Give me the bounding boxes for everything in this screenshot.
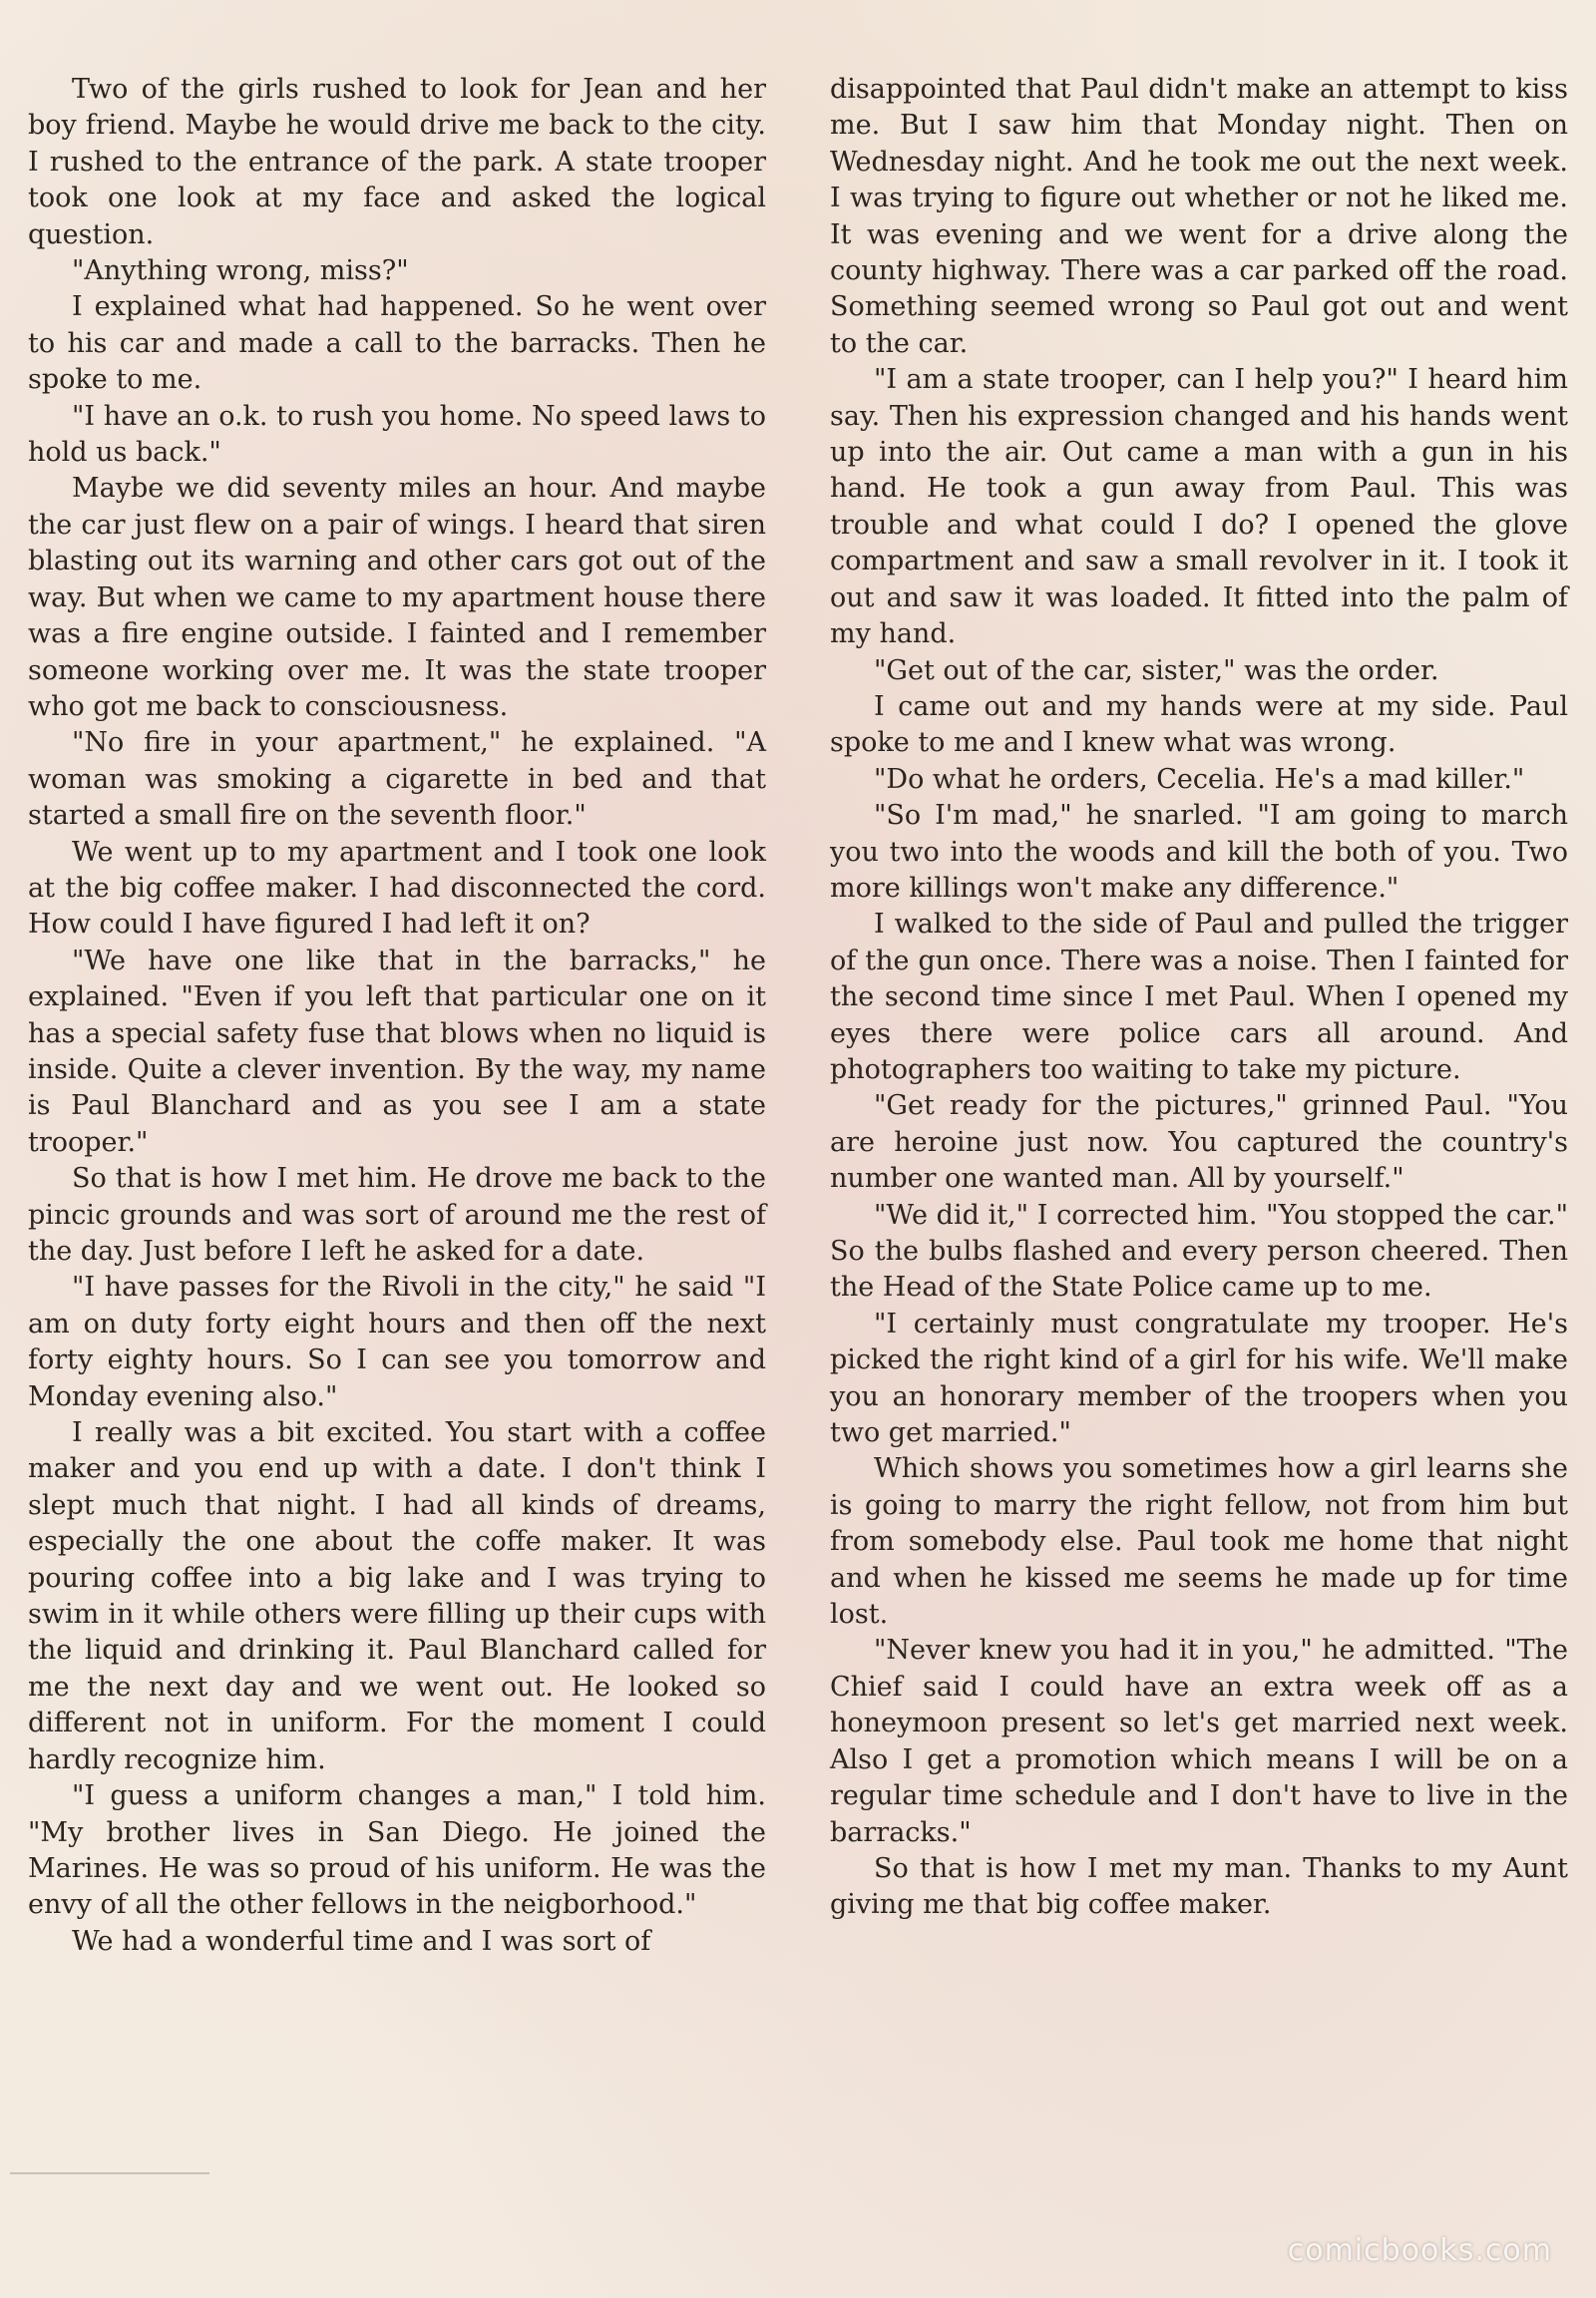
paragraph: "We did it," I corrected him. "You stopped the car." So the bulbs flashed and every person cheered. Then the Head of the State Police came up to me.	[830, 1199, 1568, 1304]
paragraph: "I am a state trooper, can I help you?" I heard him say. Then his expression changed and his hands went up into the air. Out came a man with a gun in his hand. He took a gun away from Paul. This was trouble and what could I do? I opened the glove compartment and saw a small revolver in it. I took it out and saw it was loaded. It fitted into the palm of my hand.	[830, 364, 1568, 650]
paragraph: We had a wonderful time and I was sort of	[72, 1925, 651, 1957]
paragraph: I explained what had happened. So he went over to his car and made a call to the barracks. Then he spoke to me.	[28, 291, 766, 396]
text-column-left	[28, 72, 766, 1960]
paragraph: Which shows you sometimes how a girl learns she is going to marry the right fellow, not from him but from somebody else. Paul took me home that night and when he kissed me seems he made up for time lost.	[830, 1453, 1568, 1631]
paragraph: Maybe we did seventy miles an hour. And maybe the car just flew on a pair of wings. I heard that siren blasting out its warning and other cars got out of the way. But when we came to my apartment house there was a fire engine outside. I fainted and I remember someone working over me. It was the state trooper who got me back to consciousness.	[28, 473, 766, 722]
divider	[10, 2172, 209, 2174]
paragraph: I came out and my hands were at my side. Paul spoke to me and I knew what was wrong.	[830, 690, 1568, 759]
paragraph: disappointed that Paul didn't make an attempt to kiss me. But I saw him that Monday night. Then on Wednesday night. And he took me out the next week. I was trying to figure out whether or not he liked me. It was evening and we went for a drive along the county highway. There was a car parked off the road. Something seemed wrong so Paul got out and went to the car.	[830, 74, 1568, 359]
watermark: comicbooks.com	[1287, 2233, 1552, 2268]
paragraph: "I guess a uniform changes a man," I told him. "My brother lives in San Diego. He joined the Marines. He was so proud of his uniform. He was the envy of all the other fellows in the neigborhood."	[28, 1780, 766, 1921]
paragraph: So that is how I met my man. Thanks to my Aunt giving me that big coffee maker.	[830, 1852, 1568, 1921]
paragraph: "Anything wrong, miss?"	[72, 255, 409, 287]
paragraph: So that is how I met him. He drove me back to the pincic grounds and was sort of around me the rest of the day. Just before I left he asked for a date.	[28, 1163, 766, 1267]
paragraph: "No fire in your apartment," he explained. "A woman was smoking a cigarette in bed and that started a small fire on the seventh floor."	[28, 727, 766, 832]
paragraph: "We have one like that in the barracks," he explained. "Even if you left that particular one on it has a special safety fuse that blows when no liquid is inside. Quite a clever invention. By the way, my name is Paul Blanchard and as you see I am a state trooper."	[28, 945, 766, 1158]
paragraph: Two of the girls rushed to look for Jean and her boy friend. Maybe he would drive me back to the city. I rushed to the entrance of the park. A state trooper took one look at my face and asked the logical question.	[28, 74, 766, 250]
paragraph: I really was a bit excited. You start with a coffee maker and you end up with a date. I don't think I slept much that night. I had all kinds of dreams, especially the one about the coffe maker. It was pouring coffee into a big lake and I was trying to swim in it while others were filling up their cups with the liquid and drinking it. Paul Blanchard called for me the next day and we went out. He looked so different not in uniform. For the moment I could hardly recognize him.	[28, 1417, 766, 1775]
paragraph: "I have an o.k. to rush you home. No speed laws to hold us back."	[28, 400, 766, 469]
paragraph: I walked to the side of Paul and pulled the trigger of the gun once. There was a noise. Then I fainted for the second time since I met Paul. When I opened my eyes there were police cars all around. And photographers too waiting to take my picture.	[830, 909, 1568, 1085]
paragraph: "Get ready for the pictures," grinned Paul. "You are heroine just now. You captured the country's number one wanted man. All by yourself."	[830, 1090, 1568, 1195]
paragraph: "Get out of the car, sister," was the order.	[874, 654, 1439, 686]
paragraph: "So I'm mad," he snarled. "I am going to march you two into the woods and kill the both of you. Two more killings won't make any difference."	[830, 800, 1568, 904]
paragraph: We went up to my apartment and I took one look at the big coffee maker. I had disconnected the cord. How could I have figured I had left it on?	[28, 836, 766, 941]
paragraph: "I certainly must congratulate my trooper. He's picked the right kind of a girl for his wife. We'll make you an honorary member of the troopers when you two get married."	[830, 1308, 1568, 1449]
paragraph: "I have passes for the Rivoli in the city," he said "I am on duty forty eight hours and then off the next forty eighty hours. So I can see you tomorrow and Monday evening also."	[28, 1272, 766, 1412]
paragraph: "Do what he orders, Cecelia. He's a mad killer."	[874, 763, 1525, 795]
paragraph: "Never knew you had it in you," he admitted. "The Chief said I could have an extra week off as a honeymoon present so let's get married next week. Also I get a promotion which means I will be on a regular time schedule and I don't have to live in the barracks."	[830, 1635, 1568, 1848]
text-column-right	[830, 72, 1568, 1924]
